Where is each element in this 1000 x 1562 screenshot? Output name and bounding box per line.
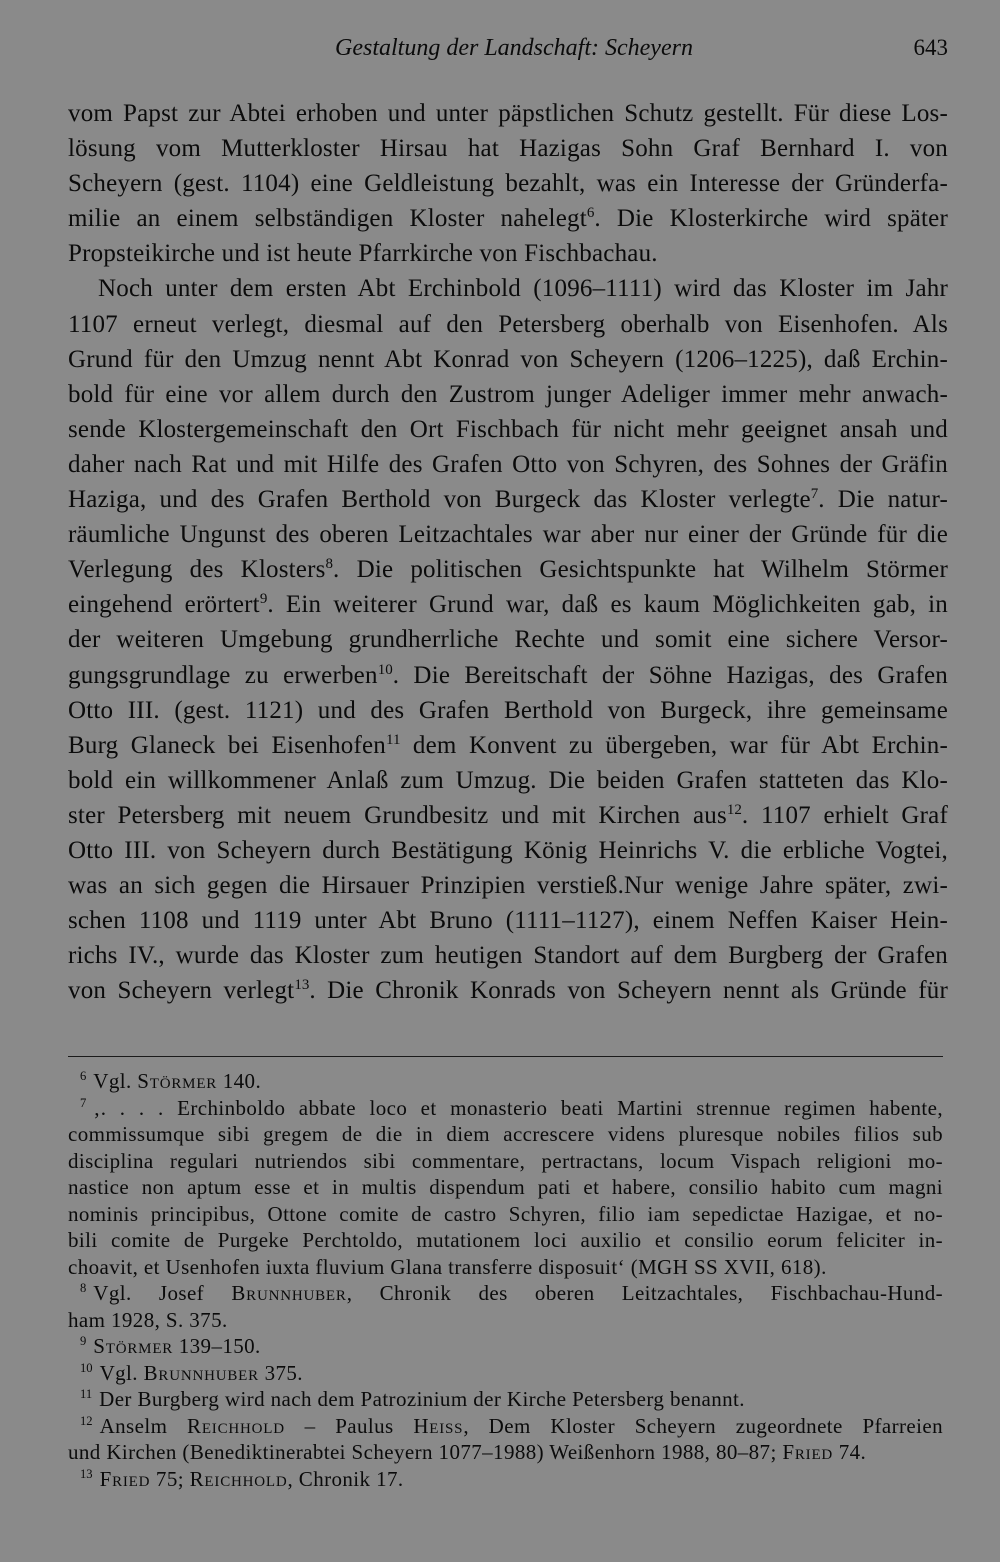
footnote-line — [68, 1386, 943, 1413]
footnote-line — [68, 1201, 943, 1228]
text-line — [68, 377, 948, 412]
text-run: . Die Klosterkirche wird später — [594, 205, 949, 233]
text-run: Grund für den Umzug nennt Abt Konrad von Scheyern (1206–1225), daß Erchin- — [68, 345, 948, 373]
running-title: Gestaltung der Landschaft: Scheyern — [335, 35, 693, 61]
author-name: Störmer — [93, 1334, 174, 1358]
text-run: choavit, et Usenhofen iuxta fluvium Glana transferre disposuit‘ (MGH SS XVII, 618). — [68, 1254, 827, 1279]
text-line — [68, 973, 948, 1008]
footnote — [68, 1413, 943, 1466]
text-line — [68, 271, 948, 306]
text-run: – Paulus — [284, 1413, 414, 1438]
text-line — [68, 342, 948, 377]
text-line — [68, 307, 948, 342]
footnote-number: 12 — [80, 1413, 93, 1428]
text-run: Vgl. — [93, 1069, 138, 1093]
page-number: 643 — [913, 35, 948, 60]
text-run: von Scheyern verlegt — [68, 977, 295, 1005]
text-run: bold für eine vor allem durch den Zustrom junger Adeliger immer mehr anwach- — [68, 380, 948, 408]
text-line — [68, 166, 948, 201]
footnote-reference: 8 — [325, 556, 334, 573]
text-run: und Kirchen (Benediktinerabtei Scheyern 1077–1988) Weißenhorn 1988, 80–87; — [68, 1440, 783, 1464]
footnote — [68, 1068, 943, 1095]
text-run: gungsgrundlage zu erwerben — [68, 661, 378, 689]
text-run: . Die natur- — [818, 486, 948, 514]
footnote — [68, 1095, 943, 1281]
footnote — [68, 1386, 943, 1413]
paragraph — [68, 271, 948, 1008]
footnote-line — [68, 1439, 943, 1466]
text-run: richs IV., wurde das Kloster zum heutigen Standort auf dem Burgberg der Grafen — [68, 942, 948, 970]
text-line — [68, 447, 948, 482]
footnote-line — [68, 1333, 943, 1360]
text-run: Burg Glaneck bei Eisenhofen — [68, 731, 386, 759]
text-line — [68, 763, 948, 798]
text-run: nastice non aptum esse et in multis dispendum pati et habere, consilio habito cum magni — [68, 1175, 943, 1199]
text-run: ‚. . . . Erchinboldo abbate loco et monasterio beati Martini strennue regimen habente, — [93, 1095, 943, 1120]
footnote-line — [68, 1307, 943, 1334]
text-line — [68, 903, 948, 938]
footnote-number: 6 — [80, 1069, 87, 1084]
text-run: 1107 erneut verlegt, diesmal auf den Petersberg oberhalb von Eisenhofen. Als — [68, 310, 948, 338]
text-run: , Chronik des oberen Leitzachtales, Fischbachau-Hund- — [346, 1281, 944, 1305]
footnote-line — [68, 1174, 943, 1201]
footnote-reference: 9 — [259, 591, 268, 608]
text-run: . Die Bereitschaft der Söhne Hazigas, des Grafen — [392, 661, 949, 689]
footnote-line — [68, 1254, 943, 1281]
text-run: 140. — [217, 1069, 262, 1093]
footnote-reference: 10 — [377, 661, 393, 678]
text-run: Haziga, und des Grafen Berthold von Burgeck das Kloster verlegte — [68, 486, 811, 514]
text-run: lösung vom Mutterkloster Hirsau hat Hazigas Sohn Graf Bernhard I. von — [68, 135, 948, 163]
text-run: Noch unter dem ersten Abt Erchinbold (1096–1111) wird das Kloster im Jahr — [98, 275, 948, 303]
author-name: Reichhold — [187, 1413, 285, 1438]
footnote-separator — [68, 1056, 943, 1057]
footnote-reference: 13 — [294, 977, 310, 994]
text-run: . Die Chronik Konrads von Scheyern nennt als Gründe für — [309, 977, 948, 1005]
footnote-line — [68, 1227, 943, 1254]
footnote — [68, 1466, 943, 1493]
text-line — [68, 868, 948, 903]
text-run: . Ein weiterer Grund war, daß es kaum Möglichkeiten gab, in — [267, 591, 949, 619]
footnote-reference: 6 — [586, 205, 595, 222]
author-name: Reichhold — [189, 1466, 288, 1491]
text-run: Der Burgberg wird nach dem Patrozinium der Kirche Petersberg benannt. — [99, 1387, 745, 1411]
footnote-line — [68, 1466, 943, 1493]
text-line — [68, 517, 948, 552]
paragraph — [68, 96, 948, 271]
text-run: eingehend erörtert — [68, 591, 260, 619]
author-name: Brunnhuber — [231, 1281, 347, 1305]
text-run: 75; — [150, 1466, 190, 1491]
text-run: disciplina regulari nutriendos sibi commentare, pertractans, locum Vispach religioni mo- — [68, 1148, 943, 1173]
text-run: schen 1108 und 1119 unter Abt Bruno (1111–1127), einem Neffen Kaiser Hein- — [68, 907, 948, 935]
footnote — [68, 1333, 943, 1360]
footnote-reference: 7 — [810, 486, 819, 503]
text-run: , Chronik 17. — [287, 1466, 404, 1491]
text-line — [68, 201, 948, 236]
footnote-number: 11 — [80, 1387, 93, 1402]
footnote-line — [68, 1148, 943, 1175]
text-line — [68, 622, 948, 657]
footnote-line — [68, 1280, 943, 1307]
text-run: Anselm — [99, 1413, 188, 1438]
text-run: 375. — [258, 1360, 303, 1385]
running-header — [0, 33, 1000, 63]
text-line — [68, 798, 948, 833]
author-name: Heiss — [413, 1413, 464, 1438]
footnote-line — [68, 1095, 943, 1122]
author-name: Brunnhuber — [143, 1360, 259, 1385]
text-run: was an sich gegen die Hirsauer Prinzipien verstieß.Nur wenige Jahre später, zwi- — [68, 872, 948, 900]
text-run: bili comite de Purgeke Perchtoldo, mutationem loci auxilio et consilio eorum feliciter in- — [68, 1228, 943, 1252]
text-line — [68, 482, 948, 517]
footnote-number: 8 — [80, 1281, 87, 1296]
text-line — [68, 938, 948, 973]
text-line — [68, 552, 948, 587]
footnote-line — [68, 1360, 943, 1387]
footnotes — [68, 1068, 943, 1492]
footnote-number: 7 — [80, 1095, 87, 1110]
footnote-number: 13 — [80, 1466, 93, 1481]
text-run: ham 1928, S. 375. — [68, 1307, 228, 1332]
text-run: räumliche Ungunst des oberen Leitzachtales war aber nur einer der Gründe für die — [68, 521, 948, 549]
text-line — [68, 96, 948, 131]
author-name: Fried — [782, 1440, 834, 1464]
text-line — [68, 412, 948, 447]
footnote — [68, 1360, 943, 1387]
text-run: milie an einem selbständigen Kloster nahelegt — [68, 205, 587, 233]
text-run: Vgl. — [99, 1360, 144, 1385]
text-run: , Dem Kloster Scheyern zugeordnete Pfarreien — [463, 1413, 943, 1438]
text-run: Otto III. von Scheyern durch Bestätigung König Heinrichs V. die erbliche Vogtei, — [68, 836, 948, 864]
text-run: dem Konvent zu übergeben, war für Abt Erchin- — [400, 731, 948, 759]
footnote — [68, 1280, 943, 1333]
text-run: Otto III. (gest. 1121) und des Grafen Berthold von Burgeck, ihre gemeinsame — [68, 696, 948, 724]
footnote-reference: 11 — [386, 731, 401, 748]
text-line — [68, 658, 948, 693]
text-run: bold ein willkommener Anlaß zum Umzug. Die beiden Grafen statteten das Klo- — [68, 766, 948, 794]
text-run: commissumque sibi gregem de die in diem accrescere videns pluresque nobiles filios sub — [68, 1122, 943, 1146]
text-line — [68, 587, 948, 622]
text-run: . Die politischen Gesichtspunkte hat Wilhelm Störmer — [333, 556, 948, 584]
footnote-line — [68, 1121, 943, 1148]
text-run: Verlegung des Klosters — [68, 556, 326, 584]
body-text — [68, 96, 948, 1008]
text-run: vom Papst zur Abtei erhoben und unter päpstlichen Schutz gestellt. Für diese Los- — [68, 100, 948, 127]
author-name: Fried — [99, 1466, 151, 1491]
text-run: sende Klostergemeinschaft den Ort Fischbach für nicht mehr geeignet ansah und — [68, 415, 948, 443]
author-name: Störmer — [137, 1069, 218, 1093]
footnote-line — [68, 1413, 943, 1440]
text-run: daher nach Rat und mit Hilfe des Grafen Otto von Schyren, des Sohnes der Gräfin — [68, 450, 948, 478]
text-run: der weiteren Umgebung grundherrliche Rechte und somit eine sichere Versor- — [68, 626, 948, 654]
footnote-number: 10 — [80, 1360, 93, 1375]
text-line — [68, 236, 948, 271]
footnote-line — [68, 1068, 943, 1095]
text-line — [68, 693, 948, 728]
text-run: nominis principibus, Ottone comite de castro Schyren, filio iam sepedictae Hazigae, et no- — [68, 1201, 943, 1226]
footnote-reference: 12 — [726, 801, 742, 818]
text-run: 74. — [833, 1440, 867, 1464]
text-run: Propsteikirche und ist heute Pfarrkirche von Fischbachau. — [68, 240, 658, 268]
text-line — [68, 833, 948, 868]
text-line — [68, 131, 948, 166]
text-run: Scheyern (gest. 1104) eine Geldleistung bezahlt, was ein Interesse der Gründerfa- — [68, 170, 948, 198]
text-run: Vgl. Josef — [93, 1281, 232, 1305]
footnote-number: 9 — [80, 1334, 87, 1349]
text-line — [68, 728, 948, 763]
text-run: . 1107 erhielt Graf — [741, 801, 948, 829]
text-run: ster Petersberg mit neuem Grundbesitz und mit Kirchen aus — [68, 801, 727, 829]
text-run: 139–150. — [173, 1334, 261, 1358]
